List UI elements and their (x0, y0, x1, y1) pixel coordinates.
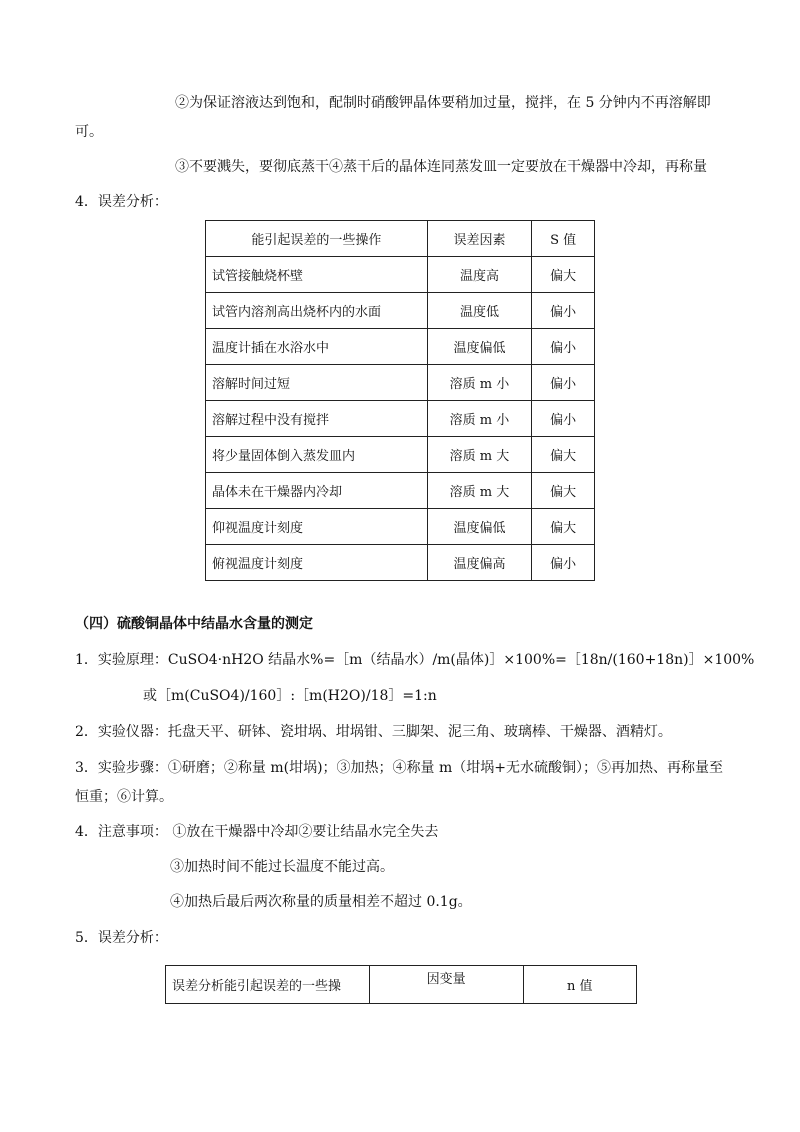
table-cell: 温度高 (427, 257, 531, 293)
table-cell: 试管接触烧杯壁 (206, 257, 428, 293)
table-cell: 偏大 (532, 473, 595, 509)
principle-label: 1．实验原理： (75, 652, 168, 668)
error-analysis-heading-2: 5．误差分析： (75, 930, 168, 946)
table-cell: 将少量固体倒入蒸发皿内 (206, 437, 428, 473)
table-header-cell: 因变量 (369, 966, 523, 1004)
table-cell: 偏大 (532, 437, 595, 473)
table-cell: 俯视温度计刻度 (206, 545, 428, 581)
table-cell: 仰视温度计刻度 (206, 509, 428, 545)
table-cell: 偏小 (532, 329, 595, 365)
table-row (206, 293, 595, 329)
table-cell: 溶解时间过短 (206, 365, 428, 401)
table-cell: 偏小 (532, 545, 595, 581)
table-cell: 溶质 m 大 (427, 473, 531, 509)
table-row (206, 473, 595, 509)
notes-line-3: ④加热后最后两次称量的质量相差不超过 0.1g。 (170, 894, 472, 910)
table-header-row (166, 966, 637, 1004)
error-analysis-table-2 (165, 965, 637, 1004)
instruments-line: 2．实验仪器：托盘天平、研钵、瓷坩埚、坩埚钳、三脚架、泥三角、玻璃棒、干燥器、酒精灯。 (75, 724, 672, 740)
table-cell: 晶体未在干燥器内冷却 (206, 473, 428, 509)
table-cell: 偏小 (532, 365, 595, 401)
table-cell: 试管内溶剂高出烧杯内的水面 (206, 293, 428, 329)
notes-line-2: ③加热时间不能过长温度不能过高。 (170, 859, 394, 875)
table-cell: 温度计插在水浴水中 (206, 329, 428, 365)
table-row (206, 257, 595, 293)
table-row (206, 509, 595, 545)
table-row (206, 437, 595, 473)
section-title: （四）硫酸铜晶体中结晶水含量的测定 (75, 616, 313, 632)
note-2-line-1: ②为保证溶液达到饱和，配制时硝酸钾晶体要稍加过量，搅拌，在 5 分钟内不再溶解即 (175, 95, 711, 111)
table-row (206, 329, 595, 365)
table-cell: 温度低 (427, 293, 531, 329)
table-cell: 温度偏低 (427, 329, 531, 365)
table-row (206, 401, 595, 437)
principle-formula-ratio: 或［m(CuSO4)/160］:［m(H2O)/18］=1:n (143, 688, 437, 704)
table-header-cell: 误差因素 (427, 221, 531, 257)
table-header-row (206, 221, 595, 257)
table-cell: 溶质 m 大 (427, 437, 531, 473)
notes-line-1: 4．注意事项： ①放在干燥器中冷却②要让结晶水完全失去 (75, 824, 439, 840)
table-header-cell: S 值 (532, 221, 595, 257)
table-cell: 偏大 (532, 257, 595, 293)
table-header-cell: 能引起误差的一些操作 (206, 221, 428, 257)
error-analysis-heading-1: 4．误差分析： (75, 194, 168, 210)
note-3: ③不要溅失，要彻底蒸干④蒸干后的晶体连同蒸发皿一定要放在干燥器中冷却，再称量 (175, 159, 707, 175)
table-cell: 偏大 (532, 509, 595, 545)
table-cell: 温度偏高 (427, 545, 531, 581)
principle-line (75, 650, 754, 670)
table-cell: 溶质 m 小 (427, 401, 531, 437)
note-2-line-2: 可。 (75, 124, 103, 140)
table-cell: 偏小 (532, 401, 595, 437)
table-cell: 溶质 m 小 (427, 365, 531, 401)
table-row (206, 365, 595, 401)
steps-line-2: 恒重；⑥计算。 (75, 789, 173, 805)
table-header-cell: n 值 (523, 966, 637, 1004)
table-header-cell: 误差分析能引起误差的一些操 (166, 966, 370, 1004)
principle-formula: CuSO4·nH2O 结晶水%=［m（结晶水）/m(晶体)］×100%=［18n/(160+18n)］×100% (167, 652, 755, 668)
table-cell: 偏小 (532, 293, 595, 329)
error-analysis-table-1 (205, 220, 595, 581)
table-cell: 温度偏低 (427, 509, 531, 545)
table-row (206, 545, 595, 581)
steps-line-1: 3．实验步骤：①研磨；②称量 m(坩埚)；③加热；④称量 m（坩埚+无水硫酸铜）；⑤再加热、再称量至 (75, 760, 724, 776)
table-cell: 溶解过程中没有搅拌 (206, 401, 428, 437)
